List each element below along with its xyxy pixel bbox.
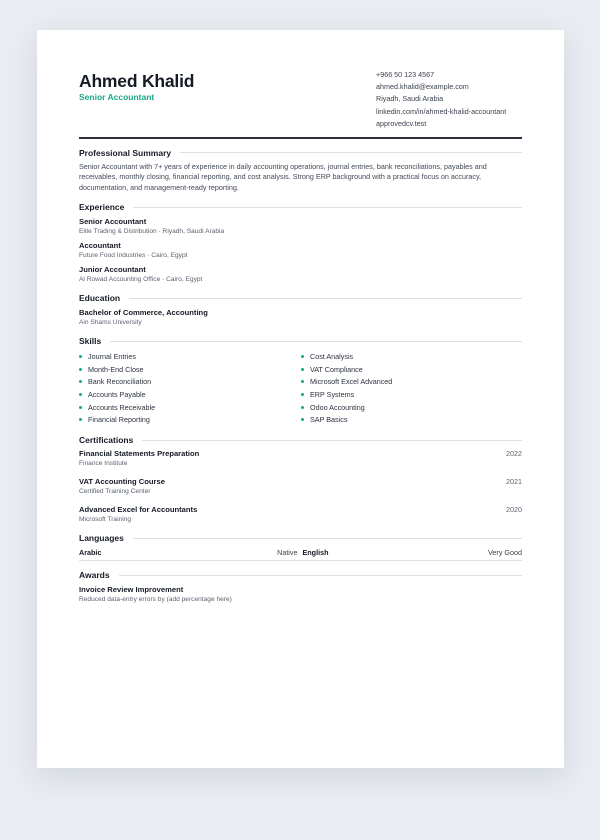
skill-item [79, 363, 301, 376]
skill-label: Journal Entries [88, 351, 136, 361]
languages-row [79, 546, 522, 558]
bullet-dot-icon [79, 393, 82, 396]
certification-issuer: Finance Institute [79, 460, 128, 468]
experience-list [79, 217, 522, 284]
bullet-dot-icon [79, 380, 82, 383]
experience-item [79, 241, 522, 260]
certification-name: VAT Accounting Course [79, 477, 165, 487]
section-divider [133, 538, 522, 539]
languages-divider [79, 560, 522, 561]
certifications-section-header [79, 434, 522, 446]
bullet-dot-icon [301, 368, 304, 371]
experience-item [79, 265, 522, 284]
skill-item [79, 375, 301, 388]
education-degree: Bachelor of Commerce, Accounting [79, 308, 208, 318]
skill-label: Month-End Close [88, 364, 144, 374]
summary-text: Senior Accountant with 7+ years of experience in daily accounting operations, journal entries, bank reconciliations, payables and receivables, monthly closing, financial reporting, and cost analysis. Strong ERP background with a practical focus on accuracy, documentation, and management-ready reporting. [79, 161, 487, 192]
awards-title: Awards [79, 570, 110, 581]
certification-item [79, 449, 522, 468]
skill-item [301, 350, 522, 363]
section-divider [119, 575, 522, 576]
section-divider [129, 298, 522, 299]
section-divider [110, 341, 522, 342]
skill-item [79, 350, 301, 363]
award-item [79, 585, 522, 604]
skills-grid [79, 350, 522, 426]
education-item [79, 308, 522, 327]
certification-year: 2020 [506, 505, 522, 515]
experience-role: Senior Accountant [79, 217, 147, 227]
contact-block [376, 69, 522, 130]
experience-org: Al Rowad Accounting Office · Cairo, Egypt [79, 276, 203, 284]
certification-year: 2022 [506, 449, 522, 459]
skill-item [301, 375, 522, 388]
skill-item [79, 401, 301, 414]
section-divider [180, 152, 522, 153]
experience-org: Elite Trading & Distribution · Riyadh, Saudi Arabia [79, 228, 225, 236]
contact-email: ahmed.khalid@example.com [376, 82, 469, 92]
section-divider [142, 440, 522, 441]
certification-year: 2021 [506, 477, 522, 487]
skill-label: SAP Basics [310, 415, 348, 425]
name-block [79, 70, 194, 103]
section-divider [133, 207, 522, 208]
language-level: Native [277, 547, 298, 557]
skills-section-header [79, 335, 522, 347]
certification-name: Advanced Excel for Accountants [79, 505, 198, 515]
experience-org: Future Food Industries · Cairo, Egypt [79, 252, 188, 260]
language-level: Very Good [488, 547, 522, 557]
contact-phone: +966 50 123 4567 [376, 70, 435, 79]
certification-item [79, 505, 522, 524]
skill-label: Accounts Receivable [88, 402, 156, 412]
skill-label: Financial Reporting [88, 415, 150, 425]
bullet-dot-icon [79, 368, 82, 371]
bullet-dot-icon [79, 355, 82, 358]
bullet-dot-icon [301, 355, 304, 358]
language-name: English [302, 547, 329, 557]
bullet-dot-icon [301, 418, 304, 421]
skill-item [301, 363, 522, 376]
candidate-role: Senior Accountant [79, 92, 155, 102]
certification-item [79, 477, 522, 496]
languages-title: Languages [79, 533, 124, 544]
contact-website: approvedcv.test [376, 118, 427, 128]
language-name: Arabic [79, 547, 102, 557]
certifications-title: Certifications [79, 435, 134, 446]
certification-issuer: Microsoft Training [79, 516, 132, 524]
skill-label: Cost Analysis [310, 351, 354, 361]
contact-location: Riyadh, Saudi Arabia [376, 94, 444, 104]
experience-item [79, 217, 522, 236]
experience-role: Accountant [79, 241, 121, 251]
summary-title: Professional Summary [79, 147, 172, 158]
award-name: Invoice Review Improvement [79, 585, 184, 595]
summary-section-header [79, 147, 522, 159]
award-detail: Reduced data-entry errors by (add percentage here) [79, 596, 232, 604]
resume-header [79, 70, 522, 130]
bullet-dot-icon [301, 380, 304, 383]
candidate-name: Ahmed Khalid [79, 71, 195, 91]
skill-label: ERP Systems [310, 389, 355, 399]
header-divider [79, 137, 522, 139]
language-item [301, 548, 523, 557]
skill-label: Microsoft Excel Advanced [310, 377, 393, 387]
experience-section-header [79, 201, 522, 213]
bullet-dot-icon [301, 406, 304, 409]
languages-section-header [79, 532, 522, 544]
skill-item [301, 401, 522, 414]
bullet-dot-icon [301, 393, 304, 396]
education-section-header [79, 292, 522, 304]
skill-label: Accounts Payable [88, 389, 146, 399]
education-title: Education [79, 293, 121, 304]
language-item [79, 548, 301, 557]
skill-item [301, 413, 522, 426]
bullet-dot-icon [79, 406, 82, 409]
skill-item [79, 388, 301, 401]
skill-label: Bank Reconciliation [88, 377, 152, 387]
skill-item [301, 388, 522, 401]
certification-issuer: Certified Training Center [79, 488, 151, 496]
experience-role: Junior Accountant [79, 265, 146, 275]
education-school: Ain Shams University [79, 319, 142, 327]
skills-column-left [79, 350, 301, 426]
skill-label: VAT Compliance [310, 364, 363, 374]
awards-section-header [79, 569, 522, 581]
bullet-dot-icon [79, 418, 82, 421]
experience-title: Experience [79, 202, 125, 213]
skill-item [79, 413, 301, 426]
contact-linkedin: linkedin.com/in/ahmed-khalid-accountant [376, 106, 507, 116]
skill-label: Odoo Accounting [310, 402, 365, 412]
skills-column-right [301, 350, 522, 426]
certification-name: Financial Statements Preparation [79, 449, 200, 459]
resume-page [37, 30, 564, 768]
skills-title: Skills [79, 336, 102, 347]
